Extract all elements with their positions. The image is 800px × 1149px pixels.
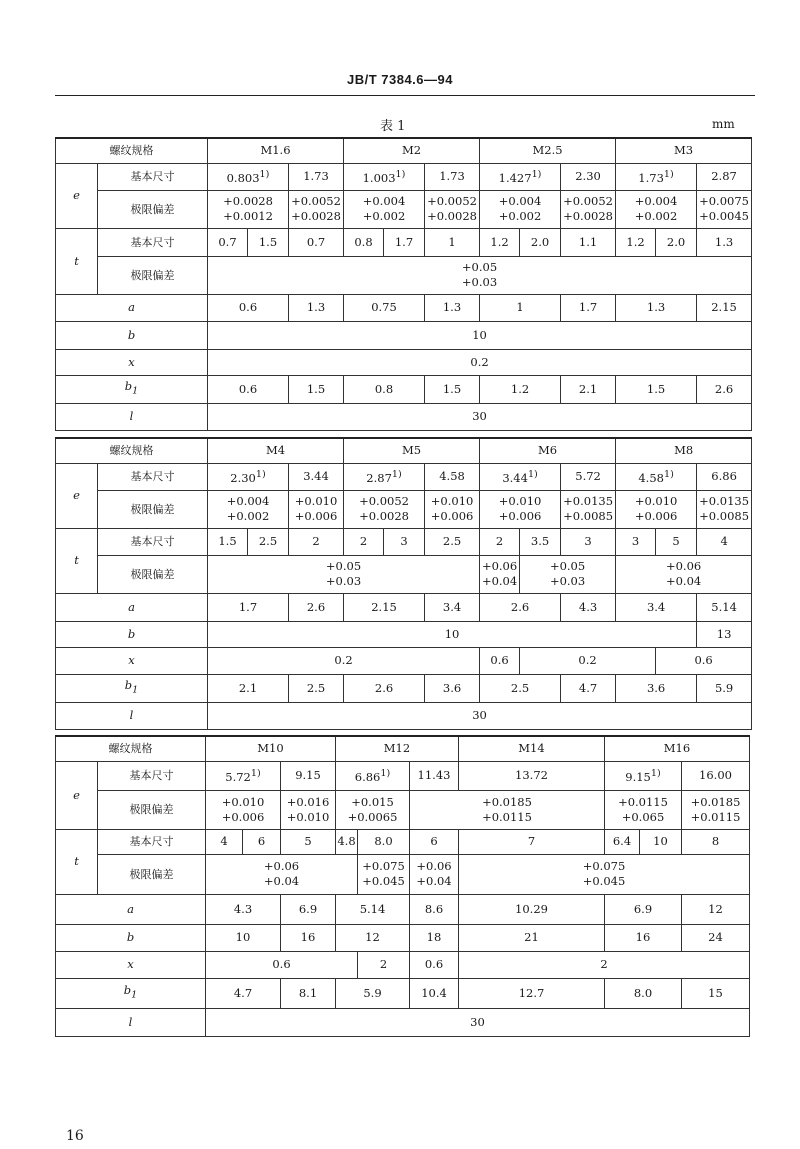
b-cell: 16 <box>281 924 336 951</box>
t-basic-cell: 1.2 <box>616 228 656 256</box>
spec-header: M2.5 <box>480 138 616 163</box>
spec-header: M3 <box>616 138 752 163</box>
a-cell: 2.6 <box>480 593 561 621</box>
e-deviation-cell: +0.0052 +0.0028 <box>425 190 480 228</box>
e-deviation-cell: +0.0185 +0.0115 <box>682 790 750 829</box>
e-basic-cell: 11.43 <box>410 761 459 790</box>
t-deviation-cell: +0.06 +0.04 <box>206 854 358 894</box>
param-b1-label: $b_1$ <box>56 978 206 1008</box>
a-cell: 5.14 <box>697 593 752 621</box>
spec-header: M4 <box>208 438 344 463</box>
t-basic-cell: 1.5 <box>248 228 289 256</box>
a-cell: 0.6 <box>208 294 289 321</box>
l-cell: 30 <box>208 403 752 430</box>
e-basic-cell: 16.00 <box>682 761 750 790</box>
thread-spec-label: 螺纹规格 <box>56 138 208 163</box>
t-basic-cell: 1.2 <box>480 228 520 256</box>
deviation-label: 极限偏差 <box>98 555 208 593</box>
t-basic-cell: 0.7 <box>289 228 344 256</box>
b1-cell: 3.6 <box>616 674 697 702</box>
spec-table-m4-to-m8 <box>55 437 752 730</box>
t-basic-cell: 2 <box>344 528 384 555</box>
a-cell: 1.7 <box>561 294 616 321</box>
t-deviation-cell: +0.05 +0.03 <box>208 555 480 593</box>
param-e-label: e <box>56 761 98 829</box>
x-cell: 2 <box>358 951 410 978</box>
b1-cell: 2.6 <box>697 375 752 403</box>
x-cell: 0.6 <box>206 951 358 978</box>
thread-spec-label: 螺纹规格 <box>56 736 206 761</box>
param-x-label: x <box>56 349 208 375</box>
a-cell: 0.75 <box>344 294 425 321</box>
t-basic-cell: 8 <box>682 829 750 854</box>
b1-cell: 12.7 <box>459 978 605 1008</box>
t-basic-cell: 2 <box>480 528 520 555</box>
t-basic-cell: 0.8 <box>344 228 384 256</box>
t-deviation-cell: +0.06 +0.04 <box>410 854 459 894</box>
a-cell: 4.3 <box>206 894 281 924</box>
b1-cell: 1.5 <box>425 375 480 403</box>
t-basic-cell: 1.5 <box>208 528 248 555</box>
spec-table-m1-6-to-m3 <box>55 137 752 431</box>
e-basic-cell: 5.72 <box>561 463 616 490</box>
e-deviation-cell: +0.010 +0.006 <box>289 490 344 528</box>
t-basic-cell: 4 <box>697 528 752 555</box>
e-deviation-cell: +0.0052 +0.0028 <box>289 190 344 228</box>
t-basic-cell: 3 <box>384 528 425 555</box>
e-deviation-cell: +0.0052 +0.0028 <box>561 190 616 228</box>
b1-cell: 4.7 <box>206 978 281 1008</box>
a-cell: 1 <box>480 294 561 321</box>
b-cell: 10 <box>208 621 697 647</box>
a-cell: 4.3 <box>561 593 616 621</box>
e-basic-cell: 2.30$^{1)}$ <box>208 463 289 490</box>
e-deviation-cell: +0.004 +0.002 <box>616 190 697 228</box>
deviation-label: 极限偏差 <box>98 490 208 528</box>
a-cell: 6.9 <box>281 894 336 924</box>
a-cell: 10.29 <box>459 894 605 924</box>
e-deviation-cell: +0.0052 +0.0028 <box>344 490 425 528</box>
e-deviation-cell: +0.004 +0.002 <box>208 490 289 528</box>
param-l-label: l <box>56 403 208 430</box>
b1-cell: 15 <box>682 978 750 1008</box>
t-basic-cell: 6 <box>243 829 281 854</box>
e-basic-cell: 4.58$^{1)}$ <box>616 463 697 490</box>
b1-cell: 2.5 <box>480 674 561 702</box>
b-cell: 13 <box>697 621 752 647</box>
x-cell: 0.6 <box>410 951 459 978</box>
t-deviation-cell: +0.075 +0.045 <box>459 854 750 894</box>
a-cell: 6.9 <box>605 894 682 924</box>
b1-cell: 1.5 <box>289 375 344 403</box>
e-basic-cell: 2.87 <box>697 163 752 190</box>
e-basic-cell: 3.44$^{1)}$ <box>480 463 561 490</box>
t-basic-cell: 1.1 <box>561 228 616 256</box>
e-basic-cell: 9.15 <box>281 761 336 790</box>
e-basic-cell: 1.427$^{1)}$ <box>480 163 561 190</box>
t-basic-cell: 1.3 <box>697 228 752 256</box>
a-cell: 12 <box>682 894 750 924</box>
a-cell: 5.14 <box>336 894 410 924</box>
spec-header: M2 <box>344 138 480 163</box>
t-basic-cell: 4.8 <box>336 829 358 854</box>
param-b-label: b <box>56 621 208 647</box>
a-cell: 8.6 <box>410 894 459 924</box>
basic-size-label: 基本尺寸 <box>98 463 208 490</box>
param-t-label: t <box>56 528 98 593</box>
x-cell: 0.6 <box>656 647 752 674</box>
e-deviation-cell: +0.010 +0.006 <box>206 790 281 829</box>
b1-cell: 5.9 <box>697 674 752 702</box>
e-basic-cell: 9.15$^{1)}$ <box>605 761 682 790</box>
b1-cell: 10.4 <box>410 978 459 1008</box>
t-basic-cell: 2.5 <box>425 528 480 555</box>
spec-header: M12 <box>336 736 459 761</box>
b-cell: 10 <box>208 321 752 349</box>
b-cell: 12 <box>336 924 410 951</box>
e-basic-cell: 0.803$^{1)}$ <box>208 163 289 190</box>
e-deviation-cell: +0.010 +0.006 <box>480 490 561 528</box>
t-deviation-cell: +0.05 +0.03 <box>208 256 752 294</box>
spec-table-m10-to-m16 <box>55 735 750 1037</box>
deviation-label: 极限偏差 <box>98 854 206 894</box>
x-cell: 0.2 <box>520 647 656 674</box>
b-cell: 21 <box>459 924 605 951</box>
e-deviation-cell: +0.015 +0.0065 <box>336 790 410 829</box>
b1-cell: 0.8 <box>344 375 425 403</box>
e-basic-cell: 1.003$^{1)}$ <box>344 163 425 190</box>
b-cell: 10 <box>206 924 281 951</box>
t-basic-cell: 7 <box>459 829 605 854</box>
e-deviation-cell: +0.0115 +0.065 <box>605 790 682 829</box>
t-basic-cell: 2.5 <box>248 528 289 555</box>
t-deviation-cell: +0.075 +0.045 <box>358 854 410 894</box>
t-basic-cell: 2.0 <box>656 228 697 256</box>
e-basic-cell: 3.44 <box>289 463 344 490</box>
param-l-label: l <box>56 702 208 729</box>
x-cell: 0.6 <box>480 647 520 674</box>
a-cell: 2.15 <box>697 294 752 321</box>
unit-label: mm <box>712 117 735 131</box>
e-basic-cell: 13.72 <box>459 761 605 790</box>
e-deviation-cell: +0.0135 +0.0085 <box>561 490 616 528</box>
e-deviation-cell: +0.0075 +0.0045 <box>697 190 752 228</box>
header-rule <box>55 95 755 96</box>
spec-header: M1.6 <box>208 138 344 163</box>
t-basic-cell: 2.0 <box>520 228 561 256</box>
basic-size-label: 基本尺寸 <box>98 761 206 790</box>
t-basic-cell: 3.5 <box>520 528 561 555</box>
param-b-label: b <box>56 321 208 349</box>
e-deviation-cell: +0.004 +0.002 <box>480 190 561 228</box>
b1-cell: 2.6 <box>344 674 425 702</box>
e-deviation-cell: +0.0185 +0.0115 <box>410 790 605 829</box>
t-basic-cell: 8.0 <box>358 829 410 854</box>
e-deviation-cell: +0.010 +0.006 <box>425 490 480 528</box>
l-cell: 30 <box>208 702 752 729</box>
a-cell: 1.3 <box>289 294 344 321</box>
deviation-label: 极限偏差 <box>98 790 206 829</box>
e-basic-cell: 5.72$^{1)}$ <box>206 761 281 790</box>
e-basic-cell: 2.87$^{1)}$ <box>344 463 425 490</box>
thread-spec-label: 螺纹规格 <box>56 438 208 463</box>
param-b1-label: $b_1$ <box>56 375 208 403</box>
basic-size-label: 基本尺寸 <box>98 528 208 555</box>
l-cell: 30 <box>206 1008 750 1036</box>
page-number: 16 <box>66 1128 84 1144</box>
param-x-label: x <box>56 647 208 674</box>
t-basic-cell: 0.7 <box>208 228 248 256</box>
t-basic-cell: 4 <box>206 829 243 854</box>
deviation-label: 极限偏差 <box>98 256 208 294</box>
x-cell: 2 <box>459 951 750 978</box>
t-basic-cell: 3 <box>561 528 616 555</box>
basic-size-label: 基本尺寸 <box>98 163 208 190</box>
b1-cell: 0.6 <box>208 375 289 403</box>
e-basic-cell: 6.86 <box>697 463 752 490</box>
param-a-label: a <box>56 894 206 924</box>
t-basic-cell: 6.4 <box>605 829 640 854</box>
t-basic-cell: 1 <box>425 228 480 256</box>
e-deviation-cell: +0.016 +0.010 <box>281 790 336 829</box>
table-title: 表 1 <box>380 119 406 134</box>
a-cell: 3.4 <box>616 593 697 621</box>
e-basic-cell: 1.73 <box>289 163 344 190</box>
a-cell: 2.15 <box>344 593 425 621</box>
b1-cell: 4.7 <box>561 674 616 702</box>
t-basic-cell: 3 <box>616 528 656 555</box>
a-cell: 1.3 <box>425 294 480 321</box>
b1-cell: 2.1 <box>561 375 616 403</box>
t-deviation-cell: +0.06 +0.04 <box>616 555 752 593</box>
t-basic-cell: 2 <box>289 528 344 555</box>
b1-cell: 3.6 <box>425 674 480 702</box>
e-basic-cell: 4.58 <box>425 463 480 490</box>
t-deviation-cell: +0.06 +0.04 <box>480 555 520 593</box>
b-cell: 18 <box>410 924 459 951</box>
b1-cell: 8.0 <box>605 978 682 1008</box>
spec-header: M5 <box>344 438 480 463</box>
x-cell: 0.2 <box>208 349 752 375</box>
b1-cell: 1.2 <box>480 375 561 403</box>
param-a-label: a <box>56 593 208 621</box>
a-cell: 2.6 <box>289 593 344 621</box>
t-deviation-cell: +0.05 +0.03 <box>520 555 616 593</box>
e-deviation-cell: +0.010 +0.006 <box>616 490 697 528</box>
e-deviation-cell: +0.0135 +0.0085 <box>697 490 752 528</box>
e-deviation-cell: +0.004 +0.002 <box>344 190 425 228</box>
param-e-label: e <box>56 163 98 228</box>
param-l-label: l <box>56 1008 206 1036</box>
e-basic-cell: 6.86$^{1)}$ <box>336 761 410 790</box>
spec-header: M8 <box>616 438 752 463</box>
b-cell: 24 <box>682 924 750 951</box>
t-basic-cell: 5 <box>656 528 697 555</box>
a-cell: 3.4 <box>425 593 480 621</box>
b-cell: 16 <box>605 924 682 951</box>
t-basic-cell: 10 <box>640 829 682 854</box>
e-basic-cell: 1.73 <box>425 163 480 190</box>
basic-size-label: 基本尺寸 <box>98 228 208 256</box>
b1-cell: 8.1 <box>281 978 336 1008</box>
document-header: JB/T 7384.6—94 <box>346 72 453 87</box>
e-basic-cell: 2.30 <box>561 163 616 190</box>
spec-header: M10 <box>206 736 336 761</box>
b1-cell: 1.5 <box>616 375 697 403</box>
spec-header: M6 <box>480 438 616 463</box>
t-basic-cell: 6 <box>410 829 459 854</box>
t-basic-cell: 5 <box>281 829 336 854</box>
t-basic-cell: 1.7 <box>384 228 425 256</box>
b1-cell: 5.9 <box>336 978 410 1008</box>
basic-size-label: 基本尺寸 <box>98 829 206 854</box>
b1-cell: 2.1 <box>208 674 289 702</box>
a-cell: 1.7 <box>208 593 289 621</box>
e-deviation-cell: +0.0028 +0.0012 <box>208 190 289 228</box>
param-b-label: b <box>56 924 206 951</box>
x-cell: 0.2 <box>208 647 480 674</box>
param-e-label: e <box>56 463 98 528</box>
param-b1-label: $b_1$ <box>56 674 208 702</box>
deviation-label: 极限偏差 <box>98 190 208 228</box>
param-t-label: t <box>56 829 98 894</box>
param-t-label: t <box>56 228 98 294</box>
spec-header: M16 <box>605 736 750 761</box>
param-a-label: a <box>56 294 208 321</box>
spec-header: M14 <box>459 736 605 761</box>
b1-cell: 2.5 <box>289 674 344 702</box>
a-cell: 1.3 <box>616 294 697 321</box>
param-x-label: x <box>56 951 206 978</box>
e-basic-cell: 1.73$^{1)}$ <box>616 163 697 190</box>
